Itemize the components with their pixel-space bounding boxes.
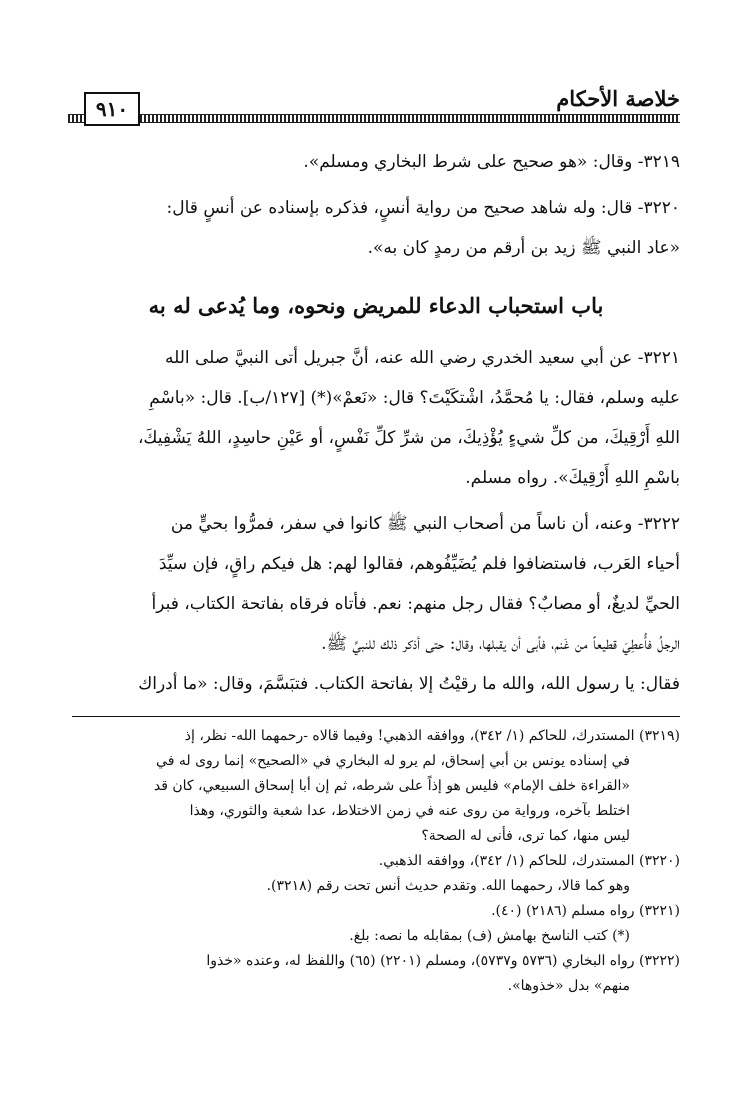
hadith-3221-line2: عليه وسلم، فقال: يا مُحمَّدُ، اشْتكَيْتَ؟ قال: «نَعمْ»(*) [١٢٧/ب]. قال: «باسْمِ (149, 388, 680, 408)
footnote-3220-line2: وهو كما قالا، رحمهما الله. وتقدم حديث أنس تحت رقم (٣٢١٨). (266, 878, 630, 894)
footnote-star: (*) كتب الناسخ بهامش (ف) بمقابله ما نصه: بلغ. (349, 928, 630, 944)
footnote-3219-line2: في إسناده يونس بن أبي إسحاق، لم يرو له البخاري في «الصحيح» إنما روى له في (156, 753, 630, 769)
hadith-3221-line3: اللهِ أَرْقِيكَ، من كلِّ شيءٍ يُؤْذِيكَ، من شرِّ كلِّ نَفْسٍ، أو عَيْنِ حاسِدٍ، اللهُ يَشْفِيكَ، (137, 428, 680, 448)
page-number: ٩١٠ (84, 92, 140, 126)
hadith-3222-line4: الرجلُ فأُعطِيَ قطيعاً من غَنم، فأبى أن يقبلها، وقال: حتى أذكر ذلك للنبيِّ ﷺ. (321, 634, 680, 654)
hadith-3222-line1: ٣٢٢٢- وعنه، أن ناساً من أصحاب النبي ﷺ كانوا في سفر، فمرُّوا بحيٍّ من (170, 514, 680, 534)
page-header (68, 84, 680, 128)
footnote-3220-line1: (٣٢٢٠) المستدرك، للحاكم (١/ ٣٤٢)، ووافقه الذهبي. (378, 853, 680, 869)
footnote-3219-line3: «القراءة خلف الإمام» فليس هو إذاً على شرطه، ثم إن أبا إسحاق السبيعي، كان قد (153, 778, 630, 794)
hadith-3222-line2: أحياء العَرب، فاستضافوا فلم يُضَيِّفُوهم، فقالوا لهم: هل فيكم راقٍ، فإن سيِّدَ (158, 554, 680, 574)
footnote-3222-line1: (٣٢٢٢) رواه البخاري (٥٧٣٦ و٥٧٣٧)، ومسلم (٢٢٠١) (٦٥) واللفظ له، وعنده «خذوا (206, 953, 680, 969)
footnote-3219-line5: ليس منها، كما ترى، فأنى له الصحة؟ (421, 828, 630, 844)
hadith-3222-line3: الحيِّ لديغٌ، أو مصابٌ؟ فقال رجل منهم: نعم. فأتاه فرقاه بفاتحة الكتاب، فبرأ (151, 594, 680, 614)
footnote-3221: (٣٢٢١) رواه مسلم (٢١٨٦) (٤٠). (491, 903, 680, 919)
footnote-3222-line2: منهم» بدل «خذوها». (507, 978, 630, 994)
footnote-3219-line4: اختلط بآخره، ورواية من روى عنه في زمن الاختلاط، عدا شعبة والثوري، وهذا (189, 803, 630, 819)
hadith-3220-line2: «عاد النبي ﷺ زيد بن أرقم من رمدٍ كان به». (367, 238, 680, 258)
hadith-3222-line5: فقال: يا رسول الله، والله ما رقيْتُ إلا بفاتحة الكتاب. فتبَسَّمَ، وقال: «ما أدراك (138, 674, 680, 694)
hadith-3221-line1: ٣٢٢١- عن أبي سعيد الخدري رضي الله عنه، أنَّ جبريل أتى النبيَّ صلى الله (164, 348, 680, 368)
running-title: خلاصة الأحكام (556, 86, 680, 111)
footnote-3219-line1: (٣٢١٩) المستدرك، للحاكم (١/ ٣٤٢)، ووافقه الذهبي! وفيما قالاه -رحمهما الله- نظر، إذ (184, 728, 680, 744)
footnotes (72, 724, 680, 999)
chapter-heading: باب استحباب الدعاء للمريض ونحوه، وما يُدعى له به (148, 293, 604, 318)
main-text (72, 142, 680, 704)
hadith-3221-line4: باسْمِ اللهِ أَرْقِيكَ». رواه مسلم. (465, 468, 680, 488)
footnote-separator (72, 716, 680, 717)
hadith-3220-line1: ٣٢٢٠- قال: وله شاهد صحيح من رواية أنسٍ، فذكره بإسناده عن أنسٍ قال: (166, 198, 680, 218)
hadith-3219: ٣٢١٩- وقال: «هو صحيح على شرط البخاري ومسلم». (303, 152, 680, 172)
header-ornamental-rule (68, 114, 680, 123)
